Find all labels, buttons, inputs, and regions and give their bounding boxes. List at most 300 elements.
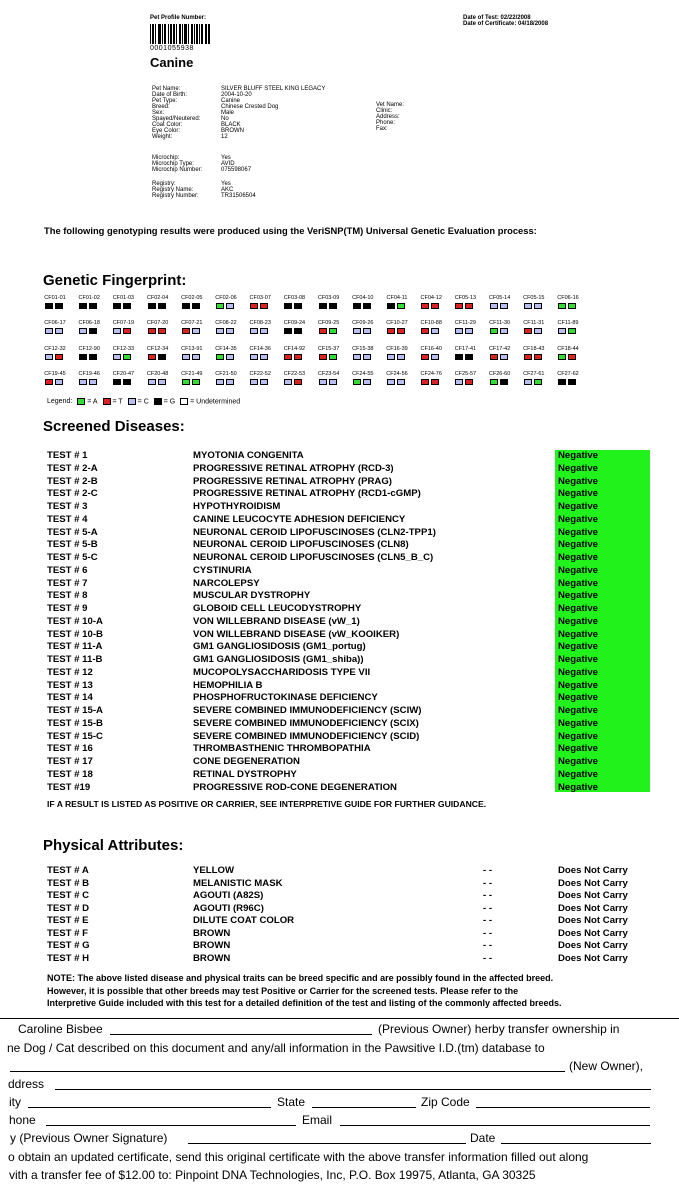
allele-box (431, 379, 439, 385)
fingerprint-marker (74, 346, 104, 366)
allele-box (319, 379, 327, 385)
allele-box (465, 303, 473, 309)
fingerprint-marker (519, 320, 549, 340)
fingerprint-marker (211, 346, 241, 366)
allele-box (490, 303, 498, 309)
test-id: TEST # 5-A (47, 526, 98, 538)
allele-box (500, 354, 508, 360)
allele-box (250, 379, 258, 385)
disease-name: PROGRESSIVE RETINAL ATROPHY (PRAG) (193, 475, 393, 487)
test-id: TEST # 11-B (47, 654, 103, 665)
marker-label: CF17-42 (488, 346, 511, 352)
fingerprint-marker (279, 320, 309, 340)
test-id: TEST # D (47, 902, 90, 914)
marker-label: CF09-26 (352, 320, 374, 326)
trait-name: BROWN (193, 952, 231, 964)
fingerprint-marker (143, 295, 173, 315)
disease-name: NEURONAL CEROID LIPOFUSCINOSES (CLN8) (193, 539, 409, 551)
allele-box (182, 354, 190, 360)
marker-label: CF21-50 (215, 371, 237, 377)
allele-box (500, 328, 508, 334)
allele-box (226, 328, 234, 334)
trait-name: AGOUTI (R96C) (193, 902, 264, 914)
marker-label: CF11-31 (523, 320, 545, 326)
test-result: Negative (558, 781, 598, 793)
allele-box (534, 303, 542, 309)
allele-box (363, 354, 371, 360)
test-id: TEST # 11-A (47, 641, 103, 653)
barcode-bar (176, 24, 177, 44)
allele-box (568, 354, 576, 360)
marker-label: CF22-53 (283, 371, 306, 377)
vet-info-label: Phone: (376, 120, 396, 126)
trait-dashes: - - (483, 890, 493, 901)
allele-box (524, 354, 532, 360)
test-result: Negative (558, 730, 598, 742)
allele-box (158, 354, 166, 360)
allele-box (250, 328, 258, 334)
trait-result: Does Not Carry (558, 940, 628, 951)
barcode (150, 24, 210, 44)
address-line[interactable] (55, 1089, 651, 1090)
marker-label: CF06-17 (44, 320, 66, 326)
test-id: TEST # 1 (47, 450, 88, 461)
marker-label: CF05-15 (523, 295, 545, 301)
marker-label: CF15-37 (317, 346, 340, 352)
fingerprint-marker (485, 371, 515, 391)
fingerprint-marker (519, 346, 549, 366)
marker-label: CF10-88 (420, 320, 442, 326)
allele-box (329, 328, 337, 334)
allele-box (284, 328, 292, 334)
marker-label: CF24-56 (386, 371, 408, 377)
trait-result: Does Not Carry (558, 877, 628, 889)
barcode-bar (159, 24, 160, 44)
test-result: Negative (558, 692, 598, 704)
allele-box (455, 328, 463, 334)
microchip-info-value: 075598067 (221, 167, 252, 173)
fingerprint-marker (519, 371, 549, 391)
fingerprint-marker (314, 320, 344, 340)
disease-name: VON WILLEBRAND DISEASE (vW_1) (193, 615, 360, 627)
allele-box (455, 379, 463, 385)
marker-label: CF24-76 (420, 371, 442, 377)
barcode-bar (150, 24, 151, 44)
marker-label: CF20-47 (112, 371, 135, 377)
allele-box (260, 379, 268, 385)
marker-label: CF12-32 (44, 346, 66, 352)
zip-line[interactable] (476, 1107, 650, 1108)
test-id: TEST # 12 (47, 666, 93, 678)
trait-dashes: - - (483, 952, 493, 964)
barcode-bar (209, 24, 210, 44)
trait-dashes: - - (483, 927, 493, 939)
allele-box (319, 354, 327, 360)
legend-item (103, 398, 123, 405)
allele-box (534, 379, 542, 385)
test-id: TEST # C (47, 890, 90, 901)
fingerprint-marker (40, 371, 70, 391)
allele-box (294, 379, 302, 385)
fingerprint-marker (485, 295, 515, 315)
allele-box (431, 328, 439, 334)
test-id: TEST # E (47, 915, 89, 926)
pet-info-label: Breed: (152, 104, 170, 110)
barcode-bar (160, 24, 161, 44)
registry-info-label: Registry Name: (152, 187, 194, 193)
marker-label: CF02-05 (181, 295, 203, 301)
marker-label: CF16-40 (420, 346, 442, 352)
date-line[interactable] (501, 1143, 651, 1144)
allele-box (79, 354, 87, 360)
fingerprint-marker (177, 371, 207, 391)
allele-box (158, 379, 166, 385)
fingerprint-marker (177, 346, 207, 366)
allele-box (568, 379, 576, 385)
test-id: TEST # 6 (47, 564, 88, 576)
allele-box (182, 303, 190, 309)
allele-box (558, 379, 566, 385)
fingerprint-marker (416, 371, 446, 391)
fingerprint-marker (211, 295, 241, 315)
legend-text: = T (110, 398, 123, 406)
microchip-info-row (152, 167, 251, 173)
fingerprint-marker (485, 346, 515, 366)
marker-label: CF07-20 (146, 320, 169, 326)
marker-label: CF14-36 (249, 346, 271, 352)
vet-info-label: Vet Name: (376, 102, 405, 108)
allele-box (113, 379, 121, 385)
vet-info-label: Fax: (376, 126, 388, 132)
marker-label: CF15-38 (352, 346, 374, 352)
allele-box (216, 379, 224, 385)
allele-box (182, 379, 190, 385)
marker-label: CF11-30 (489, 320, 511, 326)
disease-name: HYPOTHYROIDISM (193, 501, 281, 512)
barcode-bar (168, 24, 169, 44)
barcode-bar (199, 24, 200, 44)
barcode-bar (202, 24, 203, 44)
fingerprint-marker (40, 295, 70, 315)
barcode-bar (182, 24, 183, 44)
allele-box (397, 328, 405, 334)
test-id: TEST # 2-C (47, 488, 98, 500)
allele-box (226, 303, 234, 309)
disease-name: MUCOPOLYSACCHARIDOSIS TYPE VII (193, 666, 371, 678)
fingerprint-marker (108, 320, 138, 340)
microchip-info-label: Microchip Number: (152, 167, 203, 173)
city-label: ity (9, 1095, 21, 1109)
fingerprint-marker (143, 371, 173, 391)
signature-label: y (Previous Owner Signature) (10, 1131, 168, 1145)
fingerprint-marker (279, 371, 309, 391)
allele-box (294, 354, 302, 360)
note-line-2: However, it is possible that other breeds may test Positive or Carrier for the screened tests. Please refer to the (47, 985, 519, 996)
allele-box (216, 303, 224, 309)
state-line[interactable] (312, 1107, 416, 1108)
trait-dashes: - - (483, 877, 493, 889)
pet-info-label: Date of Birth: (152, 92, 188, 98)
fingerprint-marker (450, 371, 480, 391)
new-owner-label: (New Owner), (569, 1059, 644, 1073)
allele-box (524, 379, 532, 385)
marker-label: CF20-48 (146, 371, 169, 377)
allele-box (284, 379, 292, 385)
registry-info (152, 181, 256, 199)
marker-label: CF18-44 (557, 346, 579, 352)
allele-box (465, 379, 473, 385)
legend-item (154, 398, 175, 405)
test-result: Negative (558, 475, 598, 487)
marker-label: CF09-24 (283, 320, 306, 326)
allele-box (421, 303, 429, 309)
allele-box (45, 379, 53, 385)
fingerprint-marker (245, 371, 275, 391)
previous-owner-line[interactable] (110, 1034, 372, 1035)
allele-box (79, 303, 87, 309)
trait-dashes: - - (483, 902, 493, 914)
signature-line[interactable] (188, 1143, 466, 1144)
allele-box (260, 354, 268, 360)
disease-name: SEVERE COMBINED IMMUNODEFICIENCY (SCIW) (193, 705, 422, 716)
test-id: TEST # 8 (47, 590, 88, 602)
city-line[interactable] (28, 1107, 271, 1108)
barcode-bar (186, 24, 187, 44)
vet-info-label: Clinic: (376, 108, 393, 114)
fingerprint-marker (108, 371, 138, 391)
fingerprint-marker (314, 371, 344, 391)
marker-label: CF21-49 (181, 371, 203, 377)
pet-info-value: BROWN (221, 128, 244, 134)
pet-info-label: Eye Color: (152, 128, 181, 134)
marker-label: CF06-16 (557, 295, 579, 301)
test-result: Negative (558, 717, 598, 729)
test-result: Negative (558, 462, 598, 474)
marker-label: CF18-43 (523, 346, 545, 352)
pet-info-label: Spayed/Neutered: (152, 116, 201, 122)
barcode-bar (152, 24, 153, 44)
pet-info-label: Sex: (152, 110, 165, 116)
marker-label: CF01-03 (112, 295, 135, 301)
allele-box (294, 328, 302, 334)
marker-label: CF22-52 (249, 371, 271, 377)
marker-label: CF27-62 (557, 371, 579, 377)
barcode-bar (173, 24, 174, 44)
allele-box (89, 354, 97, 360)
disease-name: GM1 GANGLIOSIDOSIS (GM1_shiba)) (193, 654, 364, 665)
trait-name: MELANISTIC MASK (193, 877, 283, 889)
phone-line[interactable] (46, 1125, 296, 1126)
allele-box (319, 303, 327, 309)
fingerprint-marker (416, 320, 446, 340)
allele-box (500, 303, 508, 309)
trait-result: Does Not Carry (558, 865, 628, 876)
allele-box (558, 354, 566, 360)
screened-footnote: IF A RESULT IS LISTED AS POSITIVE OR CARRIER, SEE INTERPRETIVE GUIDE FOR FURTHER GUIDANCE. (47, 799, 487, 809)
test-result: Negative (558, 615, 598, 627)
disease-name: NEURONAL CEROID LIPOFUSCINOSES (CLN5_B_C) (193, 552, 434, 563)
allele-box (192, 379, 200, 385)
allele-box (192, 303, 200, 309)
registry-info-value: TR31506504 (221, 193, 256, 199)
test-id: TEST # 13 (47, 679, 93, 691)
test-result: Negative (558, 654, 598, 665)
test-result: Negative (558, 628, 598, 640)
test-id: TEST # 15-B (47, 717, 103, 729)
legend-text: = G (161, 398, 176, 406)
disease-name: GM1 GANGLIOSIDOSIS (GM1_portug) (193, 641, 366, 653)
pet-info-value: SILVER BLUFF STEEL KING LEGACY (221, 86, 326, 92)
test-id: TEST # 17 (47, 756, 93, 767)
marker-label: CF08-23 (249, 320, 271, 326)
test-id: TEST #19 (47, 781, 91, 793)
barcode-bar (162, 24, 163, 44)
fingerprint-marker (74, 320, 104, 340)
allele-box (250, 303, 258, 309)
marker-label: CF24-55 (352, 371, 374, 377)
test-id: TEST # 3 (47, 501, 88, 512)
marker-label: CF12-90 (78, 346, 100, 352)
marker-label: CF14-92 (283, 346, 306, 352)
allele-box (284, 354, 292, 360)
test-id: TEST # 9 (47, 603, 88, 614)
allele-box (89, 328, 97, 334)
allele-box (148, 303, 156, 309)
marker-label: CF11-89 (557, 320, 579, 326)
allele-box (500, 379, 508, 385)
disease-name: PHOSPHOFRUCTOKINASE DEFICIENCY (193, 692, 378, 704)
marker-label: CF12-34 (146, 346, 169, 352)
barcode-bar (194, 24, 195, 44)
new-owner-line[interactable] (10, 1071, 565, 1072)
microchip-info (152, 155, 251, 173)
test-id: TEST # 15-C (47, 730, 103, 742)
fingerprint-marker (245, 346, 275, 366)
disease-name: NEURONAL CEROID LIPOFUSCINOSES (CLN2-TPP1) (193, 526, 436, 538)
allele-box (182, 328, 190, 334)
legend-item (128, 398, 149, 405)
disease-name: CONE DEGENERATION (193, 756, 300, 767)
marker-label: CF02-04 (146, 295, 169, 301)
fingerprint-marker (279, 346, 309, 366)
allele-box (524, 328, 532, 334)
email-label: Email (302, 1113, 333, 1127)
barcode-bar (184, 24, 185, 44)
fingerprint-marker (40, 320, 70, 340)
allele-box (113, 354, 121, 360)
pet-info-label: Weight: (152, 134, 173, 140)
marker-label: CF07-19 (112, 320, 135, 326)
test-result: Negative (558, 450, 598, 461)
allele-box (455, 354, 463, 360)
allele-box (353, 379, 361, 385)
test-result: Negative (558, 603, 598, 614)
species-title: Canine (150, 55, 194, 70)
fingerprint-marker (177, 320, 207, 340)
date-label: Date (470, 1131, 496, 1145)
disease-name: VON WILLEBRAND DISEASE (vW_KOOIKER) (193, 628, 400, 640)
allele-box (113, 303, 121, 309)
fingerprint-marker (382, 295, 412, 315)
pet-info-value: No (221, 116, 229, 122)
pet-info-value: BLACK (221, 122, 241, 128)
marker-label: CF03-07 (249, 295, 271, 301)
fingerprint-marker (382, 371, 412, 391)
fingerprint-marker (382, 320, 412, 340)
test-result: Negative (558, 641, 598, 653)
marker-label: CF01-01 (44, 295, 66, 301)
barcode-bar (208, 24, 209, 44)
marker-label: CF27-61 (523, 371, 545, 377)
trait-result: Does Not Carry (558, 952, 628, 964)
allele-box (329, 303, 337, 309)
marker-label: CF03-08 (283, 295, 306, 301)
legend-item (77, 398, 97, 405)
allele-box (79, 379, 87, 385)
test-result: Negative (558, 756, 598, 767)
test-id: TEST # A (47, 865, 89, 876)
allele-box (329, 354, 337, 360)
note-block (47, 972, 647, 1010)
fingerprint-marker (108, 346, 138, 366)
marker-label: CF26-60 (488, 371, 511, 377)
allele-box (319, 328, 327, 334)
allele-box (158, 303, 166, 309)
test-result: Negative (558, 488, 598, 500)
fingerprint-marker (74, 295, 104, 315)
allele-box (421, 379, 429, 385)
fingerprint-marker (450, 320, 480, 340)
allele-box (192, 354, 200, 360)
disease-name: GLOBOID CELL LEUCODYSTROPHY (193, 603, 362, 614)
allele-box (431, 303, 439, 309)
fingerprint-marker (40, 346, 70, 366)
trait-result: Does Not Carry (558, 890, 628, 901)
marker-label: CF13-91 (181, 346, 203, 352)
fingerprint-marker (450, 295, 480, 315)
email-line[interactable] (340, 1125, 650, 1126)
fingerprint-marker (485, 320, 515, 340)
registry-info-value: Yes (221, 181, 231, 187)
test-id: TEST # 14 (47, 692, 93, 704)
registry-info-value: AKC (221, 187, 234, 193)
physical-title: Physical Attributes: (43, 837, 184, 854)
fingerprint-marker (74, 371, 104, 391)
allele-box (284, 303, 292, 309)
marker-label: CF19-45 (44, 371, 66, 377)
allele-box (294, 303, 302, 309)
test-result: Negative (558, 552, 598, 563)
microchip-info-value: AVID (221, 161, 235, 167)
marker-label: CF17-41 (454, 346, 477, 352)
test-result: Negative (558, 539, 598, 551)
barcode-bar (158, 24, 159, 44)
test-result: Negative (558, 526, 598, 538)
marker-label: CF05-14 (488, 295, 511, 301)
marker-label: CF25-57 (454, 371, 477, 377)
barcode-number: 0001055938 (150, 45, 194, 52)
legend-text: = A (85, 398, 98, 406)
screened-title: Screened Diseases: (43, 418, 185, 435)
allele-box (55, 354, 63, 360)
test-id: TEST # 2-B (47, 475, 98, 487)
allele-box (490, 328, 498, 334)
allele-box (558, 328, 566, 334)
allele-box (55, 303, 63, 309)
allele-box (89, 303, 97, 309)
allele-box (534, 354, 542, 360)
allele-box (250, 354, 258, 360)
